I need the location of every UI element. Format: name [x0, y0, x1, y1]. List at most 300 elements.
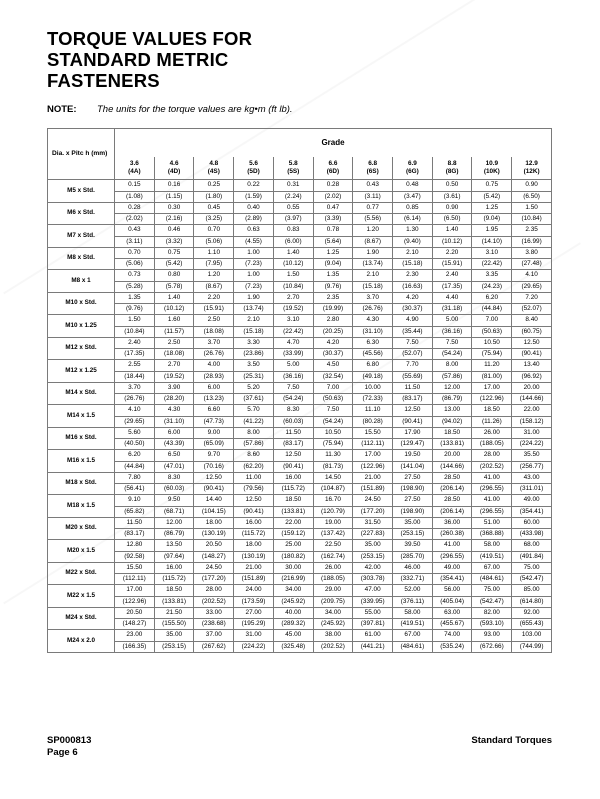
torque-cell — [353, 315, 393, 338]
torque-ftlb-value: (2.89) — [245, 215, 262, 222]
torque-kgm-value: 0.43 — [353, 180, 392, 192]
torque-kgm-value: 103.00 — [512, 630, 551, 642]
torque-cell — [353, 360, 393, 383]
torque-ftlb-value: (94.02) — [441, 417, 463, 425]
torque-ftlb-value: (148.27) — [122, 620, 147, 627]
table-row — [48, 540, 552, 563]
torque-kgm-value: 4.30 — [155, 405, 194, 417]
torque-kgm-value: 34.00 — [314, 608, 353, 620]
torque-cell — [115, 562, 155, 585]
torque-cell — [194, 180, 234, 203]
torque-cell — [154, 427, 194, 450]
torque-ftlb-value: (86.79) — [163, 530, 185, 537]
torque-kgm-value: 4.10 — [512, 270, 551, 282]
page-title — [47, 28, 252, 91]
torque-cell — [194, 405, 234, 428]
torque-ftlb-value: (122.96) — [122, 597, 147, 605]
torque-cell — [154, 607, 194, 630]
torque-cell — [234, 427, 274, 450]
torque-ftlb-value: (133.81) — [440, 440, 465, 447]
torque-kgm-value: 49.00 — [433, 563, 472, 575]
torque-kgm-value: 0.25 — [194, 180, 233, 192]
torque-kgm-value: 4.10 — [115, 405, 154, 417]
torque-ftlb-value: (5.64) — [324, 237, 342, 245]
torque-cell — [115, 630, 155, 653]
torque-kgm-value: 16.00 — [155, 563, 194, 575]
torque-cell — [432, 630, 472, 653]
torque-ftlb-value: (49.18) — [362, 372, 383, 380]
torque-kgm-value: 2.55 — [115, 360, 154, 372]
torque-ftlb-value: (238.68) — [201, 620, 226, 627]
torque-kgm-value: 56.00 — [433, 585, 472, 597]
torque-cell — [115, 585, 155, 608]
grade-number: 3.6 — [129, 160, 139, 167]
torque-ftlb-value: (198.90) — [400, 485, 425, 492]
fastener-size-label: M5 x Std. — [48, 180, 115, 203]
torque-kgm-value: 17.90 — [393, 428, 432, 440]
torque-cell — [432, 247, 472, 270]
torque-cell — [154, 517, 194, 540]
torque-ftlb-value: (104.15) — [201, 507, 226, 515]
table-body — [48, 180, 552, 653]
torque-cell — [313, 607, 353, 630]
torque-kgm-value: 33.00 — [194, 608, 233, 620]
torque-ftlb-value: (32.54) — [322, 372, 344, 380]
torque-kgm-value: 4.40 — [433, 293, 472, 305]
table-row — [48, 225, 552, 248]
torque-ftlb-value: (354.41) — [519, 507, 544, 515]
torque-kgm-value: 11.50 — [115, 518, 154, 530]
torque-cell — [313, 180, 353, 203]
grade-code: (10K) — [483, 168, 500, 175]
torque-ftlb-value: (26.76) — [203, 350, 224, 357]
torque-cell — [432, 292, 472, 315]
torque-cell — [512, 585, 552, 608]
torque-ftlb-value: (3.97) — [284, 215, 302, 222]
torque-cell — [393, 630, 433, 653]
torque-kgm-value: 9.50 — [155, 495, 194, 507]
torque-ftlb-value: (7.23) — [245, 260, 262, 267]
torque-ftlb-value: (133.81) — [162, 597, 186, 605]
torque-kgm-value: 0.85 — [393, 203, 432, 215]
torque-cell — [353, 405, 393, 428]
torque-kgm-value: 12.50 — [393, 405, 432, 417]
torque-ftlb-value: (60.75) — [521, 327, 542, 335]
torque-cell — [154, 382, 194, 405]
torque-kgm-value: 24.00 — [234, 585, 273, 597]
torque-cell — [273, 225, 313, 248]
torque-cell — [273, 562, 313, 585]
grade-row — [48, 157, 552, 180]
torque-ftlb-value: (11.26) — [481, 417, 502, 425]
torque-cell — [234, 337, 274, 360]
torque-kgm-value: 17.00 — [353, 450, 392, 462]
torque-cell — [115, 427, 155, 450]
torque-cell — [273, 607, 313, 630]
torque-ftlb-value: (19.99) — [322, 305, 344, 312]
grade-column-header — [393, 157, 433, 180]
torque-ftlb-value: (9.04) — [483, 215, 501, 222]
torque-ftlb-value: (44.84) — [124, 462, 145, 470]
torque-cell — [432, 540, 472, 563]
torque-ftlb-value: (90.41) — [203, 485, 224, 492]
torque-kgm-value: 18.50 — [433, 428, 472, 440]
torque-cell — [154, 337, 194, 360]
torque-ftlb-value: (15.91) — [203, 305, 224, 312]
torque-kgm-value: 27.50 — [393, 495, 432, 507]
torque-ftlb-value: (83.17) — [402, 395, 423, 402]
torque-kgm-value: 2.50 — [194, 315, 233, 327]
torque-ftlb-value: (455.67) — [440, 620, 465, 627]
grade-column-header — [313, 157, 353, 180]
torque-kgm-value: 0.70 — [115, 248, 154, 260]
torque-kgm-value: 18.50 — [155, 585, 194, 597]
torque-cell — [472, 495, 512, 518]
torque-kgm-value: 1.40 — [155, 293, 194, 305]
torque-ftlb-value: (672.66) — [479, 642, 504, 650]
torque-kgm-value: 1.90 — [234, 293, 273, 305]
torque-cell — [353, 562, 393, 585]
torque-cell — [154, 360, 194, 383]
torque-cell — [115, 337, 155, 360]
torque-kgm-value: 3.10 — [472, 248, 511, 260]
torque-ftlb-value: (33.99) — [283, 350, 304, 357]
torque-ftlb-value: (15.18) — [243, 327, 264, 335]
torque-ftlb-value: (325.48) — [281, 642, 306, 650]
torque-ftlb-value: (13.74) — [362, 260, 383, 267]
torque-kgm-value: 40.00 — [274, 608, 313, 620]
torque-cell — [353, 202, 393, 225]
torque-kgm-value: 85.00 — [512, 585, 551, 597]
torque-ftlb-value: (11.57) — [164, 327, 184, 335]
table-row — [48, 180, 552, 203]
torque-kgm-value: 38.00 — [314, 630, 353, 642]
table-row — [48, 607, 552, 630]
torque-ftlb-value: (198.90) — [400, 507, 425, 515]
torque-cell — [273, 517, 313, 540]
fastener-size-label: M16 x Std. — [48, 427, 115, 450]
torque-cell — [115, 180, 155, 203]
grade-number: 10.9 — [485, 160, 499, 167]
torque-cell — [472, 540, 512, 563]
grade-number: 4.8 — [209, 160, 219, 167]
torque-ftlb-value: (57.86) — [243, 440, 264, 447]
torque-ftlb-value: (542.47) — [519, 575, 544, 582]
torque-kgm-value: 31.00 — [234, 630, 273, 642]
torque-kgm-value: 11.50 — [393, 383, 432, 395]
torque-ftlb-value: (133.81) — [281, 507, 306, 515]
grade-number: 8.8 — [447, 160, 457, 167]
torque-cell — [234, 315, 274, 338]
torque-cell — [432, 427, 472, 450]
grade-column-header — [353, 157, 393, 180]
torque-kgm-value: 0.48 — [393, 180, 432, 192]
torque-cell — [234, 630, 274, 653]
torque-ftlb-value: (137.42) — [321, 530, 345, 537]
torque-cell — [353, 292, 393, 315]
torque-ftlb-value: (173.59) — [241, 597, 266, 605]
torque-cell — [393, 405, 433, 428]
torque-cell — [313, 315, 353, 338]
torque-cell — [115, 315, 155, 338]
torque-ftlb-value: (44.84) — [481, 305, 502, 312]
table-row — [48, 292, 552, 315]
fastener-size-label: M18 x Std. — [48, 472, 115, 495]
torque-ftlb-value: (43.39) — [163, 440, 185, 447]
torque-cell — [432, 585, 472, 608]
torque-cell — [273, 472, 313, 495]
torque-ftlb-value: (5.78) — [165, 282, 183, 290]
torque-ftlb-value: (65.09) — [203, 440, 224, 447]
grade-code: (6D) — [326, 168, 340, 175]
torque-cell — [234, 382, 274, 405]
torque-kgm-value: 46.00 — [393, 563, 432, 575]
torque-kgm-value: 12.50 — [194, 473, 233, 485]
torque-kgm-value: 41.00 — [433, 540, 472, 552]
torque-kgm-value: 11.30 — [314, 450, 353, 462]
torque-ftlb-value: (36.16) — [441, 327, 463, 335]
torque-cell — [234, 450, 274, 473]
torque-kgm-value: 26.00 — [472, 428, 511, 440]
torque-ftlb-value: (10.84) — [521, 215, 542, 222]
torque-ftlb-value: (62.20) — [243, 462, 264, 470]
grade-number: 6.9 — [407, 160, 417, 167]
torque-cell — [194, 540, 234, 563]
torque-ftlb-value: (6.00) — [284, 237, 302, 245]
torque-ftlb-value: (29.65) — [521, 282, 542, 290]
torque-kgm-value: 82.00 — [472, 608, 511, 620]
torque-kgm-value: 47.00 — [353, 585, 392, 597]
torque-ftlb-value: (354.41) — [440, 575, 465, 582]
torque-kgm-value: 0.45 — [194, 203, 233, 215]
torque-cell — [154, 247, 194, 270]
grade-code: (4A) — [128, 168, 141, 175]
torque-cell — [194, 382, 234, 405]
torque-cell — [115, 495, 155, 518]
torque-cell — [313, 427, 353, 450]
torque-ftlb-value: (52.07) — [402, 350, 423, 357]
torque-cell — [313, 225, 353, 248]
torque-ftlb-value: (267.62) — [201, 642, 226, 650]
torque-cell — [313, 382, 353, 405]
torque-cell — [432, 450, 472, 473]
torque-cell — [393, 270, 433, 293]
torque-ftlb-value: (54.24) — [283, 395, 304, 402]
torque-cell — [154, 585, 194, 608]
torque-kgm-value: 8.60 — [234, 450, 273, 462]
grade-code: (4D) — [167, 168, 181, 175]
torque-kgm-value: 60.00 — [512, 518, 551, 530]
torque-kgm-value: 6.50 — [155, 450, 194, 462]
torque-cell — [234, 405, 274, 428]
torque-kgm-value: 6.20 — [115, 450, 154, 462]
torque-kgm-value: 24.50 — [194, 563, 233, 575]
torque-cell — [472, 337, 512, 360]
torque-kgm-value: 58.00 — [472, 540, 511, 552]
torque-kgm-value: 3.70 — [194, 338, 233, 350]
torque-cell — [154, 180, 194, 203]
torque-kgm-value: 10.50 — [472, 338, 511, 350]
torque-kgm-value: 2.35 — [314, 293, 353, 305]
torque-kgm-value: 2.70 — [274, 293, 313, 305]
torque-cell — [194, 562, 234, 585]
torque-cell — [115, 607, 155, 630]
torque-kgm-value: 1.90 — [353, 248, 392, 260]
torque-kgm-value: 6.00 — [155, 428, 194, 440]
torque-cell — [353, 450, 393, 473]
torque-kgm-value: 12.00 — [433, 383, 472, 395]
torque-cell — [353, 427, 393, 450]
torque-ftlb-value: (9.04) — [324, 260, 342, 267]
torque-kgm-value: 35.00 — [155, 630, 194, 642]
torque-kgm-value: 0.83 — [274, 225, 313, 237]
torque-kgm-value: 0.28 — [314, 180, 353, 192]
torque-cell — [353, 540, 393, 563]
torque-cell — [432, 270, 472, 293]
torque-ftlb-value: (55.69) — [402, 372, 423, 380]
torque-ftlb-value: (419.51) — [479, 552, 504, 560]
torque-ftlb-value: (303.78) — [360, 575, 385, 582]
torque-ftlb-value: (17.35) — [124, 350, 145, 357]
torque-cell — [154, 270, 194, 293]
torque-kgm-value: 8.30 — [155, 473, 194, 485]
fastener-size-label: M10 x 1.25 — [48, 315, 115, 338]
grade-code: (4S) — [207, 168, 220, 175]
torque-ftlb-value: (1.80) — [205, 192, 223, 200]
torque-cell — [472, 607, 512, 630]
torque-ftlb-value: (52.07) — [521, 305, 542, 312]
torque-kgm-value: 2.20 — [433, 248, 472, 260]
grade-number: 5.6 — [249, 160, 258, 167]
torque-cell — [273, 202, 313, 225]
torque-ftlb-value: (5.28) — [126, 282, 143, 290]
torque-ftlb-value: (15.18) — [362, 282, 383, 290]
torque-ftlb-value: (5.06) — [205, 237, 223, 245]
torque-cell — [154, 225, 194, 248]
torque-cell — [273, 405, 313, 428]
torque-ftlb-value: (202.52) — [201, 597, 226, 605]
torque-ftlb-value: (115.72) — [162, 575, 186, 582]
torque-cell — [154, 292, 194, 315]
torque-kgm-value: 2.70 — [155, 360, 194, 372]
torque-kgm-value: 1.35 — [314, 270, 353, 282]
torque-cell — [432, 562, 472, 585]
torque-ftlb-value: (253.15) — [162, 642, 186, 650]
torque-ftlb-value: (216.99) — [281, 575, 306, 582]
torque-kgm-value: 0.47 — [314, 203, 353, 215]
torque-kgm-value: 1.35 — [115, 293, 154, 305]
torque-ftlb-value: (405.04) — [440, 597, 465, 605]
torque-ftlb-value: (20.25) — [322, 327, 344, 335]
torque-cell — [234, 585, 274, 608]
torque-cell — [273, 495, 313, 518]
torque-cell — [393, 180, 433, 203]
torque-ftlb-value: (155.50) — [162, 620, 186, 627]
torque-cell — [472, 225, 512, 248]
torque-cell — [234, 270, 274, 293]
footer-page-number: Page 6 — [47, 747, 78, 758]
torque-cell — [353, 382, 393, 405]
torque-ftlb-value: (25.31) — [243, 372, 264, 380]
torque-ftlb-value: (144.66) — [519, 395, 544, 402]
torque-cell — [194, 495, 234, 518]
torque-kgm-value: 7.20 — [512, 293, 551, 305]
torque-ftlb-value: (15.18) — [402, 260, 423, 267]
torque-ftlb-value: (3.32) — [165, 237, 183, 245]
torque-ftlb-value: (9.76) — [324, 282, 342, 290]
torque-kgm-value: 3.35 — [472, 270, 511, 282]
table-row — [48, 315, 552, 338]
torque-kgm-value: 0.75 — [472, 180, 511, 192]
torque-kgm-value: 8.40 — [512, 315, 551, 327]
torque-cell — [273, 427, 313, 450]
fastener-size-label: M24 x 2.0 — [48, 630, 115, 653]
torque-kgm-value: 0.63 — [234, 225, 273, 237]
grade-column-header — [432, 157, 472, 180]
torque-kgm-value: 18.00 — [194, 518, 233, 530]
torque-kgm-value: 37.00 — [194, 630, 233, 642]
torque-kgm-value: 4.50 — [314, 360, 353, 372]
torque-cell — [273, 585, 313, 608]
torque-cell — [432, 337, 472, 360]
torque-kgm-value: 52.00 — [393, 585, 432, 597]
torque-cell — [115, 270, 155, 293]
torque-ftlb-value: (8.67) — [205, 282, 223, 290]
torque-cell — [313, 450, 353, 473]
fastener-size-label: M8 x 1 — [48, 270, 115, 293]
fastener-size-label: M18 x 1.5 — [48, 495, 115, 518]
torque-kgm-value: 0.22 — [234, 180, 273, 192]
table-row — [48, 405, 552, 428]
torque-cell — [353, 247, 393, 270]
torque-cell — [512, 337, 552, 360]
torque-kgm-value: 0.46 — [155, 225, 194, 237]
torque-cell — [472, 202, 512, 225]
torque-ftlb-value: (92.58) — [124, 552, 145, 560]
torque-kgm-value: 0.31 — [274, 180, 313, 192]
torque-ftlb-value: (96.92) — [521, 372, 542, 380]
torque-cell — [115, 472, 155, 495]
torque-ftlb-value: (18.08) — [163, 350, 185, 357]
torque-kgm-value: 3.80 — [512, 248, 551, 260]
torque-ftlb-value: (29.65) — [124, 417, 145, 425]
torque-kgm-value: 93.00 — [472, 630, 511, 642]
torque-kgm-value: 0.50 — [433, 180, 472, 192]
torque-kgm-value: 3.30 — [234, 338, 273, 350]
title-line: TORQUE VALUES FOR — [47, 28, 253, 49]
torque-ftlb-value: (5.06) — [126, 260, 143, 267]
torque-cell — [393, 562, 433, 585]
grade-column-header — [234, 157, 274, 180]
torque-kgm-value: 7.00 — [472, 315, 511, 327]
footer-section: Standard Torques — [471, 735, 552, 746]
torque-cell — [432, 607, 472, 630]
torque-ftlb-value: (10.84) — [124, 327, 145, 335]
torque-cell — [194, 630, 234, 653]
torque-ftlb-value: (16.63) — [402, 282, 423, 290]
table-row — [48, 337, 552, 360]
torque-ftlb-value: (141.04) — [400, 462, 425, 470]
torque-cell — [472, 270, 512, 293]
torque-kgm-value: 31.00 — [512, 428, 551, 440]
torque-kgm-value: 1.20 — [353, 225, 392, 237]
note-label: NOTE: — [47, 104, 77, 115]
torque-cell — [313, 585, 353, 608]
torque-ftlb-value: (3.11) — [126, 237, 143, 245]
torque-ftlb-value: (60.03) — [283, 417, 304, 425]
torque-cell — [115, 225, 155, 248]
torque-ftlb-value: (45.56) — [362, 350, 383, 357]
